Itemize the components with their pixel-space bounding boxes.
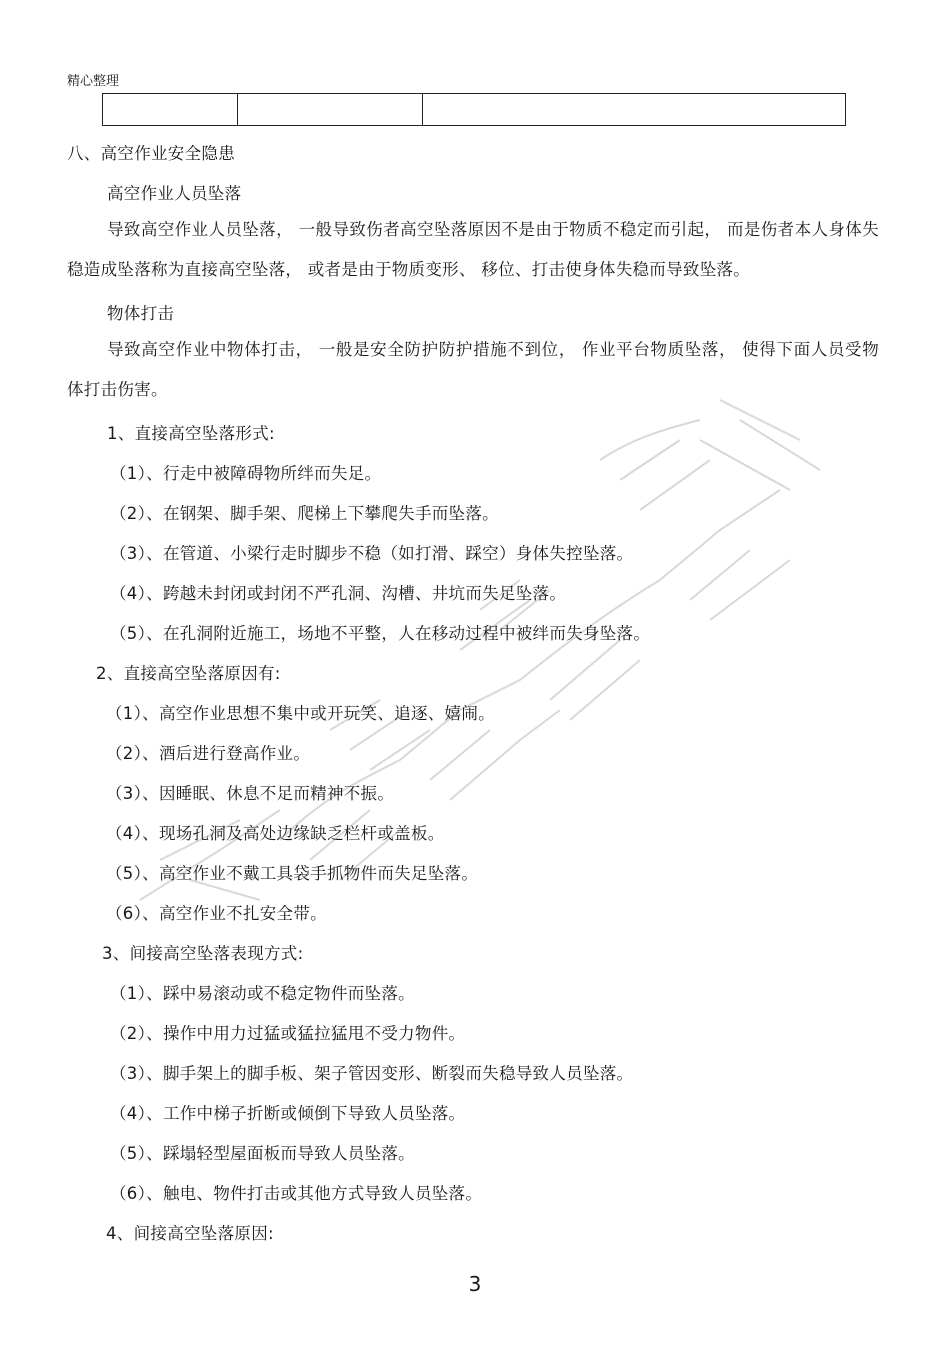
list-item: （3）、脚手架上的脚手板、架子管因变形、断裂而失稳导致人员坠落。 [110,1064,634,1083]
list-item: （1）、踩中易滚动或不稳定物件而坠落。 [110,984,415,1003]
list-item: （1）、行走中被障碍物所绊而失足。 [110,464,382,483]
list-item: （3）、因睡眠、休息不足而精神不振。 [106,784,395,803]
subsection-title: 高空作业人员坠落 [107,184,242,203]
list-item: （5）、在孔洞附近施工，场地不平整，人在移动过程中被绊而失身坠落。 [110,624,651,643]
list-item: （2）、在钢架、脚手架、爬梯上下攀爬失手而坠落。 [110,504,499,523]
list-heading: 2、直接高空坠落原因有: [96,664,281,683]
list-item: （1）、高空作业思想不集中或开玩笑、追逐、嬉闹。 [106,704,495,723]
paragraph: 导致高空作业中物体打击， 一般是安全防护防护措施不到位， 作业平台物质坠落， 使得下面人员受物体打击伤害。 [67,340,879,399]
list-item: （2）、操作中用力过猛或猛拉猛甩不受力物件。 [110,1024,466,1043]
list-item: （3）、在管道、小梁行走时脚步不稳（如打滑、踩空）身体失控坠落。 [110,544,634,563]
page-number: 3 [468,1272,482,1296]
subsection-title: 物体打击 [107,304,175,323]
list-heading: 4、间接高空坠落原因: [106,1224,274,1243]
list-item: （6）、触电、物件打击或其他方式导致人员坠落。 [110,1184,483,1203]
list-heading: 1、直接高空坠落形式: [107,424,275,443]
list-heading: 3、间接高空坠落表现方式: [102,944,304,963]
list-item: （6）、高空作业不扎安全带。 [106,904,327,923]
table-cell [103,94,238,125]
list-item: （4）、工作中梯子折断或倾倒下导致人员坠落。 [110,1104,466,1123]
table-cell [238,94,423,125]
top-table-row [102,93,846,126]
list-item: （5）、踩塌轻型屋面板而导致人员坠落。 [110,1144,415,1163]
list-item: （4）、跨越未封闭或封闭不严孔洞、沟槽、井坑而失足坠落。 [110,584,567,603]
paragraph: 导致高空作业人员坠落， 一般导致伤者高空坠落原因不是由于物质不稳定而引起， 而是伤者本人身体失稳造成坠落称为直接高空坠落， 或者是由于物质变形、 移位、打击使身体失稳而导致坠落。 [67,220,879,279]
list-item: （5）、高空作业不戴工具袋手抓物件而失足坠落。 [106,864,479,883]
header-note: 精心整理 [67,74,120,89]
table-cell [423,94,845,125]
list-item: （2）、酒后进行登高作业。 [106,744,311,763]
list-item: （4）、现场孔洞及高处边缘缺乏栏杆或盖板。 [106,824,445,843]
section-title: 八、高空作业安全隐患 [67,144,235,163]
